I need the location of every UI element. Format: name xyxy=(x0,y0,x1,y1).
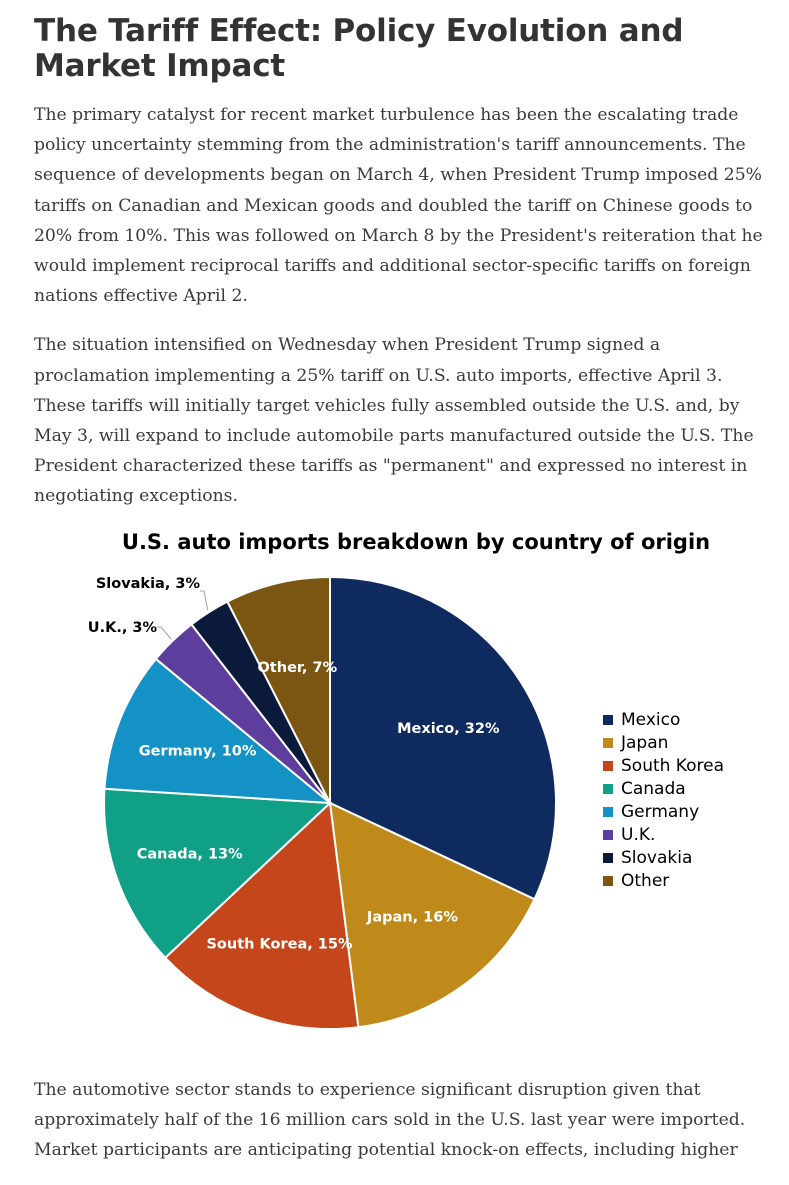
legend-swatch-japan xyxy=(603,738,613,748)
article-paragraph-3: The automotive sector stands to experience significant disruption given that approximately half of the 16 million cars sold in the U.S. last year were imported. Market participants are anticipating potential knock-on effects, including higher xyxy=(34,1080,746,1161)
legend-label-germany: Germany xyxy=(621,802,700,822)
legend-label-mexico: Mexico xyxy=(621,710,681,730)
slice-label-germany: Germany, 10% xyxy=(138,743,257,760)
slice-label-other: Other, 7% xyxy=(257,659,338,676)
article xyxy=(34,14,764,531)
slice-label-mexico: Mexico, 32% xyxy=(397,720,500,737)
leader-line-u-k xyxy=(157,627,171,639)
slice-label-japan: Japan, 16% xyxy=(366,909,458,926)
pie-slices xyxy=(104,577,556,1029)
article-paragraph-1: The primary catalyst for recent market turbulence has been the escalating trade policy uncertainty stemming from the administration's tariff announcements. The sequence of developments began on March 4, when President Trump imposed 25% tariffs on Canadian and Mexican goods and doubled the tariff on Chinese goods to 20% from 10%. This was followed on March 8 by the President's reiteration that he would implement reciprocal tariffs and additional sector-specific tariffs on foreign nations effective April 2. xyxy=(34,105,763,307)
slice-label-slovakia: Slovakia, 3% xyxy=(95,576,200,592)
legend-swatch-u-k xyxy=(603,830,613,840)
article-paragraph-2: The situation intensified on Wednesday when President Trump signed a proclamation implementing a 25% tariff on U.S. auto imports, effective April 3. These tariffs will initially target vehicles fully assembled outside the U.S. and, by May 3, will expand to include automobile parts manufactured outside the U.S. The President characterized these tariffs as "permanent" and expressed no interest in negotiating exceptions. xyxy=(34,335,754,507)
legend-swatch-south-korea xyxy=(603,761,613,771)
article-title: The Tariff Effect: Policy Evolution and Market Impact xyxy=(34,13,684,84)
legend-label-other: Other xyxy=(621,871,670,891)
chart-legend xyxy=(603,710,724,891)
pie-chart-figure xyxy=(0,515,789,1055)
legend-label-canada: Canada xyxy=(621,779,686,799)
slice-label-u-k: U.K., 3% xyxy=(87,620,157,636)
legend-label-japan: Japan xyxy=(621,733,669,753)
legend-swatch-germany xyxy=(603,807,613,817)
pie-chart xyxy=(0,515,789,1055)
legend-swatch-mexico xyxy=(603,715,613,725)
slice-label-canada: Canada, 13% xyxy=(136,846,243,863)
legend-label-slovakia: Slovakia xyxy=(621,848,693,868)
leader-line-slovakia xyxy=(200,591,208,611)
legend-swatch-canada xyxy=(603,784,613,794)
article-continuation xyxy=(34,1075,764,1185)
slice-label-south-korea: South Korea, 15% xyxy=(206,936,353,953)
chart-title: U.S. auto imports breakdown by country of origin xyxy=(121,530,711,554)
legend-swatch-slovakia xyxy=(603,853,613,863)
legend-label-u-k: U.K. xyxy=(621,825,656,845)
legend-swatch-other xyxy=(603,876,613,886)
legend-label-south-korea: South Korea xyxy=(621,756,725,776)
